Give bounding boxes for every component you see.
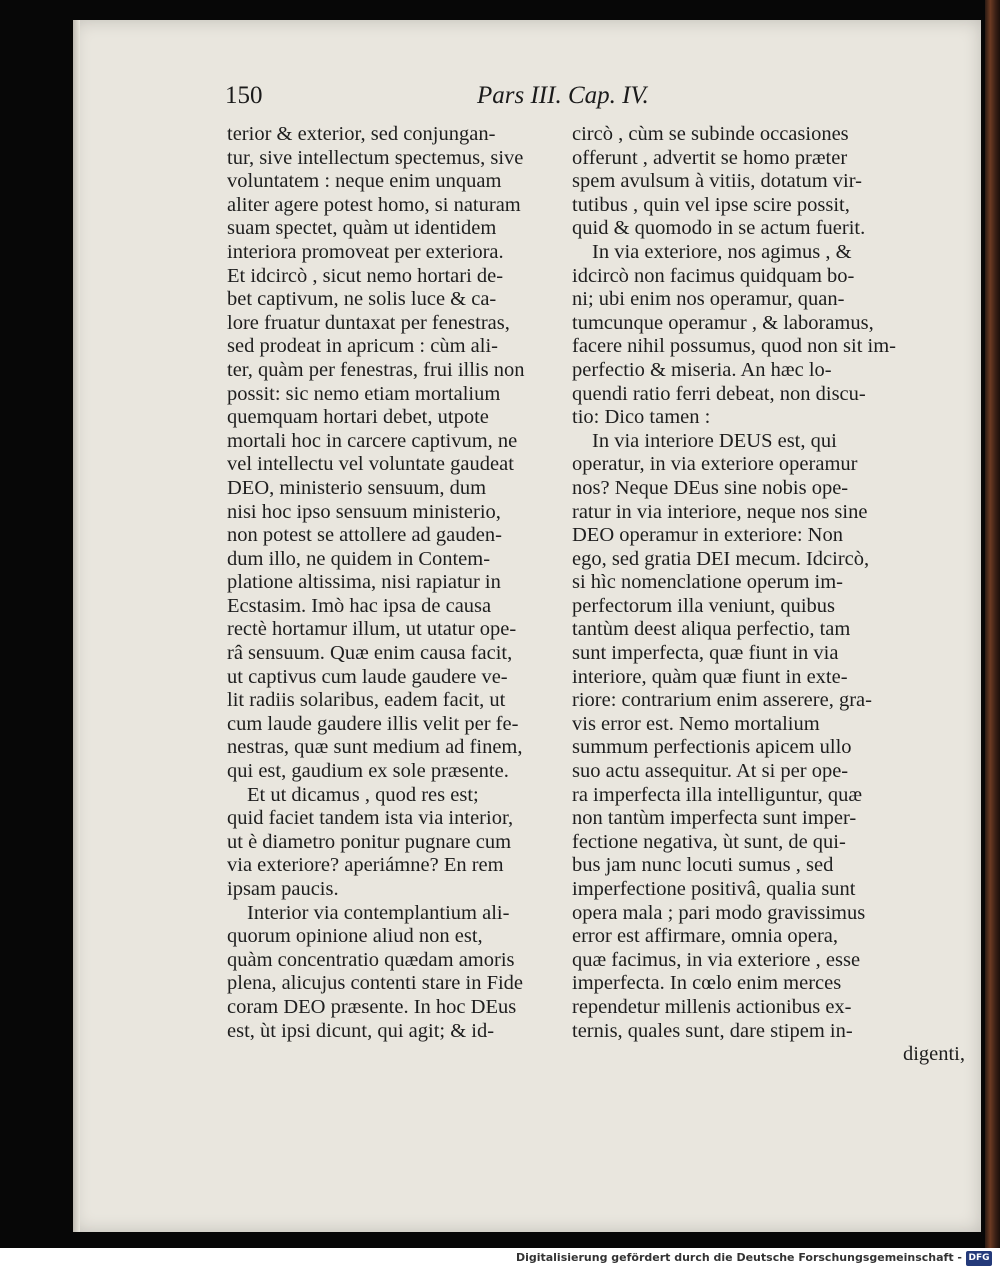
text-line: bus jam nunc locuti sumus , sed <box>572 854 834 877</box>
dfg-logo: DFG <box>966 1251 992 1266</box>
text-line: quid faciet tandem ista via interior, <box>227 807 514 830</box>
text-line: ut captivus cum laude gaudere ve- <box>227 665 508 688</box>
text-line: qui est, gaudium ex sole præsente. <box>227 760 509 783</box>
text-line: perfectio & miseria. An hæc lo- <box>572 358 832 381</box>
text-line: lore fruatur duntaxat per fenestras, <box>227 311 510 334</box>
text-line: rependetur millenis actionibus ex- <box>572 995 852 1018</box>
text-line: Et ut dicamus , quod res est; <box>247 783 479 806</box>
text-line: ni; ubi enim nos operamur, quan- <box>572 288 845 311</box>
text-line: mortali hoc in carcere captivum, ne <box>227 429 518 452</box>
text-line: sed prodeat in apricum : cùm ali- <box>227 335 498 358</box>
text-line: plena, alicujus contenti stare in Fide <box>227 972 524 995</box>
digitization-footer <box>0 1248 1000 1270</box>
page-number: 150 <box>225 82 263 109</box>
text-line: perfectorum illa veniunt, quibus <box>572 594 836 617</box>
text-line: offerunt , advertit se homo præter <box>572 146 848 169</box>
text-line: imperfectione positivâ, qualia sunt <box>572 878 856 900</box>
text-line: fectione negativa, ùt sunt, de qui- <box>572 830 846 853</box>
text-line: râ sensuum. Quæ enim causa facit, <box>227 642 513 665</box>
text-line: via exteriore? aperiámne? En rem <box>227 854 504 877</box>
footer-credit: Digitalisierung gefördert durch die Deutsche Forschungsgemeinschaft - <box>515 1251 962 1264</box>
text-line: nestras, quæ sunt medium ad finem, <box>227 736 523 759</box>
text-line: spem avulsum à vitiis, dotatum vir- <box>572 170 862 193</box>
text-line: nisi hoc ipso sensuum ministerio, <box>227 500 501 523</box>
text-line: tantùm deest aliqua perfectio, tam <box>572 618 851 641</box>
text-line: interiore, quàm quæ fiunt in exte- <box>572 665 848 688</box>
text-line: quæ facimus, in via exteriore , esse <box>572 948 861 971</box>
text-line: imperfecta. In cœlo enim merces <box>572 972 842 995</box>
text-line: interiora promoveat per exteriora. <box>227 240 504 263</box>
text-line: terior & exterior, sed conjungan- <box>227 123 496 145</box>
page-header <box>73 82 981 120</box>
text-line: Et idcircò , sicut nemo hortari de- <box>227 264 504 287</box>
text-line: riore: contrarium enim asserere, gra- <box>572 689 872 712</box>
text-line: In via exteriore, nos agimus , & <box>592 240 852 263</box>
text-line: non tantùm imperfecta sunt imper- <box>572 807 857 830</box>
text-line: rectè hortamur illum, ut utatur ope- <box>227 618 517 641</box>
text-line: suam spectet, quàm ut identidem <box>227 217 497 240</box>
text-line: quid & quomodo in se actum fuerit. <box>572 217 866 240</box>
book-page <box>73 20 981 1232</box>
text-line: operatur, in via exteriore operamur <box>572 453 858 476</box>
text-line: vis error est. Nemo mortalium <box>572 712 820 735</box>
text-line: voluntatem : neque enim unquam <box>227 170 502 193</box>
text-line: In via interiore DEUS est, qui <box>592 429 837 452</box>
text-line: si hìc nomenclatione operum im- <box>572 571 843 594</box>
text-line: ter, quàm per fenestras, frui illis non <box>227 358 525 381</box>
text-line: coram DEO præsente. In hoc DEus <box>227 995 517 1018</box>
right-text-column <box>572 123 965 1067</box>
text-line: DEO, ministerio sensuum, dum <box>227 476 487 499</box>
text-line: est, ùt ipsi dicunt, qui agit; & id- <box>227 1019 495 1042</box>
text-line: dum illo, ne quidem in Contem- <box>227 547 491 570</box>
text-line: quorum opinione aliud non est, <box>227 925 483 948</box>
text-line: ut è diametro ponitur pugnare cum <box>227 830 512 853</box>
text-line: quendi ratio ferri debeat, non discu- <box>572 382 866 405</box>
running-head: Pars III. Cap. IV. <box>477 82 649 109</box>
text-line: Ecstasim. Imò hac ipsa de causa <box>227 594 492 617</box>
text-line: ratur in via interiore, neque nos sine <box>572 500 868 523</box>
text-line: sunt imperfecta, quæ fiunt in via <box>572 642 839 665</box>
text-line: ipsam paucis. <box>227 878 339 900</box>
text-line: tumcunque operamur , & laboramus, <box>572 311 874 334</box>
text-line: ego, sed gratia DEI mecum. Idcircò, <box>572 547 870 570</box>
book-spine-edge <box>985 0 1000 1248</box>
text-line: vel intellectu vel voluntate gaudeat <box>227 453 514 476</box>
text-line: aliter agere potest homo, si naturam <box>227 193 521 216</box>
text-line: tio: Dico tamen : <box>572 406 711 429</box>
text-line: Interior via contemplantium ali- <box>247 901 510 924</box>
text-line: cum laude gaudere illis velit per fe- <box>227 712 519 735</box>
text-line: nos? Neque DEus sine nobis ope- <box>572 476 849 499</box>
text-line: possit: sic nemo etiam mortalium <box>227 382 501 405</box>
text-line: circò , cùm se subinde occasiones <box>572 123 849 145</box>
text-line: error est affirmare, omnia opera, <box>572 925 838 948</box>
text-line: ternis, quales sunt, dare stipem in- <box>572 1019 853 1042</box>
text-line: summum perfectionis apicem ullo <box>572 736 852 759</box>
text-line: quàm concentratio quædam amoris <box>227 948 515 971</box>
text-line: DEO operamur in exteriore: Non <box>572 524 843 547</box>
text-line: bet captivum, ne solis luce & ca- <box>227 288 497 311</box>
text-line: platione altissima, nisi rapiatur in <box>227 571 501 594</box>
text-line: ra imperfecta illa intelliguntur, quæ <box>572 783 863 806</box>
text-line: opera mala ; pari modo gravissimus <box>572 901 866 924</box>
text-line: idcircò non facimus quidquam bo- <box>572 264 855 287</box>
text-line: facere nihil possumus, quod non sit im- <box>572 335 896 358</box>
text-line: suo actu assequitur. At si per ope- <box>572 760 849 783</box>
text-line: tur, sive intellectum spectemus, sive <box>227 146 524 169</box>
catchword: digenti, <box>902 1043 965 1066</box>
text-line: tutibus , quin vel ipse scire possit, <box>572 193 850 216</box>
left-text-column <box>227 123 624 1043</box>
text-line: non potest se attollere ad gauden- <box>227 524 502 547</box>
text-line: lit radiis solaribus, eadem facit, ut <box>227 689 506 712</box>
text-line: quemquam hortari debet, utpote <box>227 406 489 429</box>
